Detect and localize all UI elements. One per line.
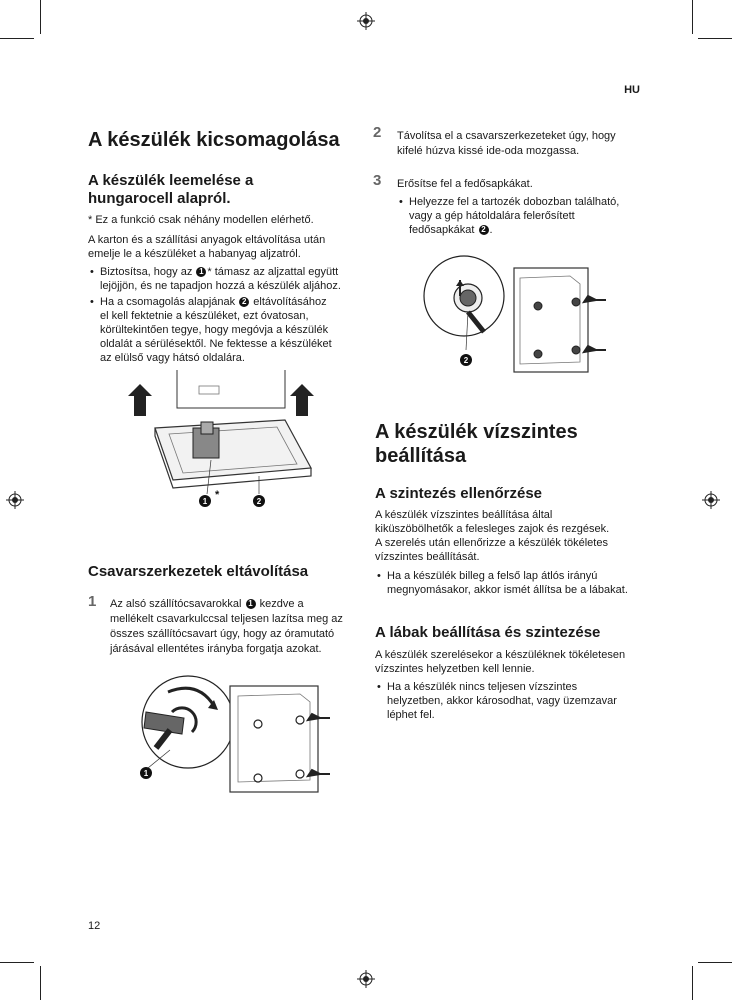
badge-1: 1 xyxy=(246,599,256,609)
step-3-bullet-list xyxy=(399,195,659,239)
text-line: Ha a készülék billeg a felső lap átlós irányú xyxy=(387,570,598,582)
text-line: A karton és a szállítási anyagok eltávolítása után xyxy=(88,234,326,246)
registration-mark-icon xyxy=(702,491,720,509)
text-line: vagy a gép hátoldalára felerősített xyxy=(409,210,575,222)
crop-mark xyxy=(0,38,34,39)
text-line: Az alsó szállítócsavarokkal xyxy=(110,598,242,610)
text-line: Ha a csomagolás alapjának xyxy=(100,296,236,308)
crop-mark xyxy=(692,0,693,34)
callout-label: 2 xyxy=(256,497,262,506)
leveling-title xyxy=(375,420,578,468)
text-line: Helyezze fel a tartozék dobozban található, xyxy=(409,196,620,208)
feet-text xyxy=(375,648,655,676)
text-line: járásával ellentétes irányba forgatja azokat. xyxy=(110,643,322,655)
crop-mark xyxy=(40,0,41,34)
step-2-text xyxy=(397,129,657,159)
list-item xyxy=(377,680,657,722)
heading-line: beállítása xyxy=(375,445,467,467)
badge-2: 2 xyxy=(239,297,249,307)
text-line: el kell fektetnie a készüléket, ezt óvatosan, xyxy=(100,310,309,322)
callout-label: 1 xyxy=(202,497,208,506)
text-line: vízszintes helyzetben kell lennie. xyxy=(375,663,535,675)
text-line: A készülék vízszintes beállítása által xyxy=(375,509,553,521)
list-item xyxy=(90,265,370,293)
text-line: az elülső vagy hátsó oldalára. xyxy=(100,352,245,364)
page-number: 12 xyxy=(88,920,101,932)
text-line: Távolítsa el a csavarszerkezeteket úgy, hogy xyxy=(397,130,616,142)
callout-label: 2 xyxy=(463,356,469,365)
wrench-illustration xyxy=(130,670,340,800)
text-line: Ha a készülék nincs teljesen vízszintes xyxy=(387,681,578,693)
text-line: helyzetben, akkor károsodhat, vagy üzemzavar xyxy=(387,695,617,707)
page-title: A készülék kicsomagolása xyxy=(88,129,340,151)
list-item xyxy=(399,195,659,237)
text-line: körültekintően tegye, hogy megóvja a készülék xyxy=(100,324,329,336)
list-item xyxy=(377,569,657,597)
heading-line: A készülék vízszintes xyxy=(375,421,578,443)
heading-line: hungarocell alapról. xyxy=(88,190,231,207)
text-line: oldalát a sérülésektől. Ne fektesse a készüléket xyxy=(100,338,332,350)
text-line: . xyxy=(489,224,493,236)
badge-1: 1 xyxy=(196,267,206,277)
step-number: 2 xyxy=(373,124,382,141)
section-heading-check: A szintezés ellenőrzése xyxy=(375,485,543,502)
step-3-text: Erősítse fel a fedősapkákat. xyxy=(397,178,533,190)
section-heading-feet: A lábak beállítása és szintezése xyxy=(375,624,601,641)
feet-bullet-list xyxy=(377,680,657,724)
callout-label: 1 xyxy=(143,769,149,778)
text-line: megnyomásakor, akkor ismét állítsa be a lábakat. xyxy=(387,584,628,596)
intro-text xyxy=(88,233,368,261)
text-line: léphet fel. xyxy=(387,709,435,721)
step-1-text xyxy=(110,597,372,657)
text-line: összes szállítócsavart úgy, hogy az óramutató xyxy=(110,628,335,640)
section-heading-lift xyxy=(88,172,253,208)
language-tag: HU xyxy=(624,84,640,96)
text-line: mellékelt csavarkulccsal teljesen lazítsa meg az xyxy=(110,613,343,625)
unpack-bullet-list xyxy=(90,265,370,367)
text-line: eltávolításához xyxy=(253,296,327,308)
text-line: A készülék szerelésekor a készüléknek tökéletesen xyxy=(375,649,626,661)
crop-mark xyxy=(40,966,41,1000)
step-number: 3 xyxy=(373,172,382,189)
crop-mark xyxy=(698,962,732,963)
text-line: Biztosítsa, hogy az xyxy=(100,266,193,278)
crop-mark xyxy=(0,962,34,963)
registration-mark-icon xyxy=(357,970,375,988)
text-line: kezdve a xyxy=(259,598,304,610)
text-line: vízszintes beállítását. xyxy=(375,551,480,563)
text-line: emelje le a készüléket a habanyag aljzatról. xyxy=(88,248,301,260)
text-line: fedősapkákat xyxy=(409,224,475,236)
badge-2: 2 xyxy=(479,225,489,235)
step-number: 1 xyxy=(88,593,97,610)
registration-mark-icon xyxy=(6,491,24,509)
asterisk-mark: * xyxy=(215,489,220,501)
text-line: lejöjjön, és ne tapadjon hozzá a készülék aljához. xyxy=(100,280,341,292)
crop-mark xyxy=(692,966,693,1000)
registration-mark-icon xyxy=(357,12,375,30)
cap-illustration xyxy=(420,250,610,380)
heading-line: A készülék leemelése a xyxy=(88,172,254,189)
model-note: * Ez a funkció csak néhány modellen elérhető. xyxy=(88,214,314,226)
list-item xyxy=(90,295,370,365)
crop-mark xyxy=(698,38,732,39)
text-line: A szerelés után ellenőrizze a készülék tökéletes xyxy=(375,537,608,549)
text-line: * támasz az aljzattal együtt xyxy=(207,266,339,278)
text-line: kiküszöbölhetők a felesleges zajok és rezgések. xyxy=(375,523,610,535)
text-line: kifelé húzva kissé ide-oda mozgassa. xyxy=(397,145,580,157)
foam-base-illustration xyxy=(125,368,325,513)
section-heading-bolts: Csavarszerkezetek eltávolítása xyxy=(88,563,309,580)
check-text xyxy=(375,508,655,564)
check-bullet-list xyxy=(377,569,657,599)
